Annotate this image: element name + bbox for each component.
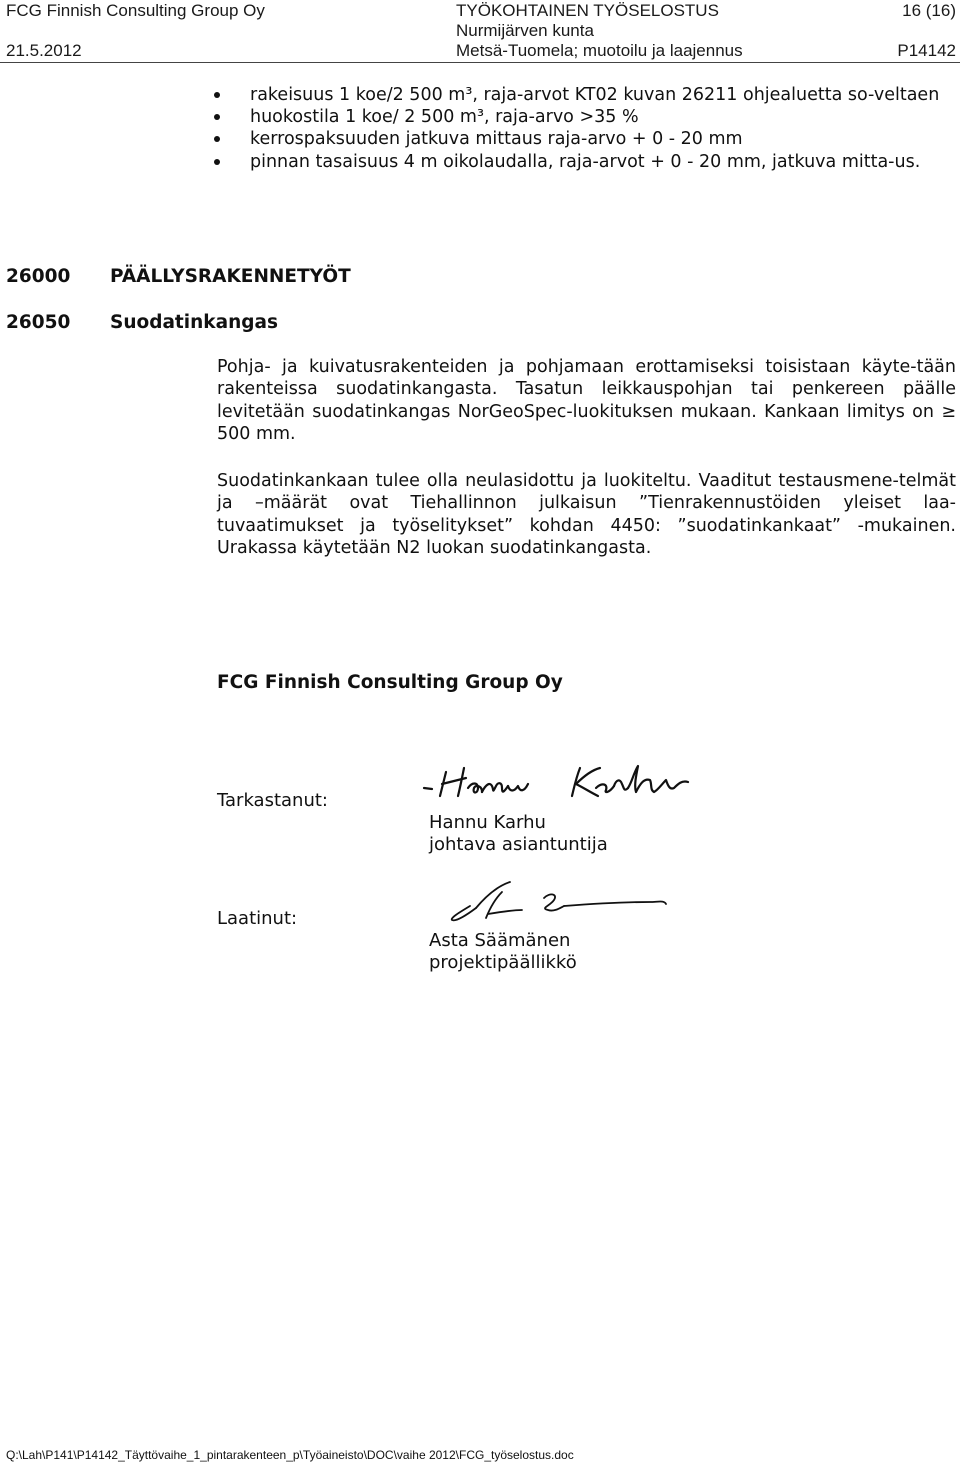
checked-name: Hannu Karhu: [429, 812, 546, 833]
list-item-text: rakeisuus 1 koe/2 500 m³, raja-arvot KT02 kuvan 26211 ohjealuetta so-veltaen: [250, 85, 940, 105]
prepared-title: projektipäällikkö: [429, 952, 577, 973]
prepared-label: Laatinut:: [217, 908, 298, 929]
header-project: Metsä-Tuomela; muotoilu ja laajennus: [456, 41, 743, 60]
signature-asta-saamanen: [440, 878, 700, 928]
header-divider: [0, 62, 960, 63]
bullet-icon: [214, 136, 220, 142]
footer-file-path: Q:\Lah\P141\P14142_Täyttövaihe_1_pintarakenteen_p\Työaineisto\DOC\vaihe 2012\FCG_työselostus.doc: [6, 1448, 574, 1462]
list-item-text: pinnan tasaisuus 4 m oikolaudalla, raja-arvot + 0 - 20 mm, jatkuva mitta-us.: [250, 151, 921, 172]
header-client: Nurmijärven kunta: [456, 21, 594, 40]
paragraph-filter-fabric-usage: Pohja- ja kuivatusrakenteiden ja pohjamaan erottamiseksi toisistaan käyte-tään rakenteissa suodatinkangasta. Tasatun leikkauspohjan tai penkereen päälle levitetään suodatinkangas NorGeoSpec-luokituksen mukaan. Kankaan limitys on ≥ 500 mm.: [217, 357, 956, 445]
checked-label: Tarkastanut:: [217, 790, 328, 811]
header-page-number: 16 (16): [902, 1, 956, 20]
paragraph-filter-fabric-requirements: Suodatinkankaan tulee olla neulasidottu ja luokiteltu. Vaaditut testausmene-telmät ja –määrät ovat Tiehallinnon julkaisun ”Tienrakennustöiden yleiset laa-tuvaatimukset ja työselitykset” kohdan 4450: ”suodatinkankaat” -mukainen. Urakassa käytetään N2 luokan suodatinkangasta.: [217, 471, 956, 559]
signature-hannu-karhu: [418, 758, 708, 808]
section-title-suodatinkangas: Suodatinkangas: [110, 312, 278, 333]
list-item: [212, 151, 956, 173]
section-title-paallysrakennetyot: PÄÄLLYSRAKENNETYÖT: [110, 266, 351, 287]
header-date: 21.5.2012: [6, 41, 82, 60]
checked-title: johtava asiantuntija: [429, 834, 608, 855]
list-item-text: huokostila 1 koe/ 2 500 m³, raja-arvo >35 %: [250, 107, 639, 128]
header-doc-title: TYÖKOHTAINEN TYÖSELOSTUS: [456, 1, 719, 20]
bullet-icon: [214, 92, 220, 98]
list-item: [212, 128, 956, 150]
list-item: [212, 84, 956, 106]
bullet-icon: [214, 159, 220, 165]
list-item-text: kerrospaksuuden jatkuva mittaus raja-arvo + 0 - 20 mm: [250, 129, 743, 150]
bullet-icon: [214, 114, 220, 120]
requirements-list: [212, 84, 956, 173]
signature-company: FCG Finnish Consulting Group Oy: [217, 672, 563, 693]
header-project-code: P14142: [897, 41, 956, 60]
header-company: FCG Finnish Consulting Group Oy: [6, 1, 265, 20]
list-item: [212, 106, 956, 128]
section-number-26050: 26050: [6, 312, 71, 333]
section-number-26000: 26000: [6, 266, 71, 287]
prepared-name: Asta Säämänen: [429, 930, 571, 951]
